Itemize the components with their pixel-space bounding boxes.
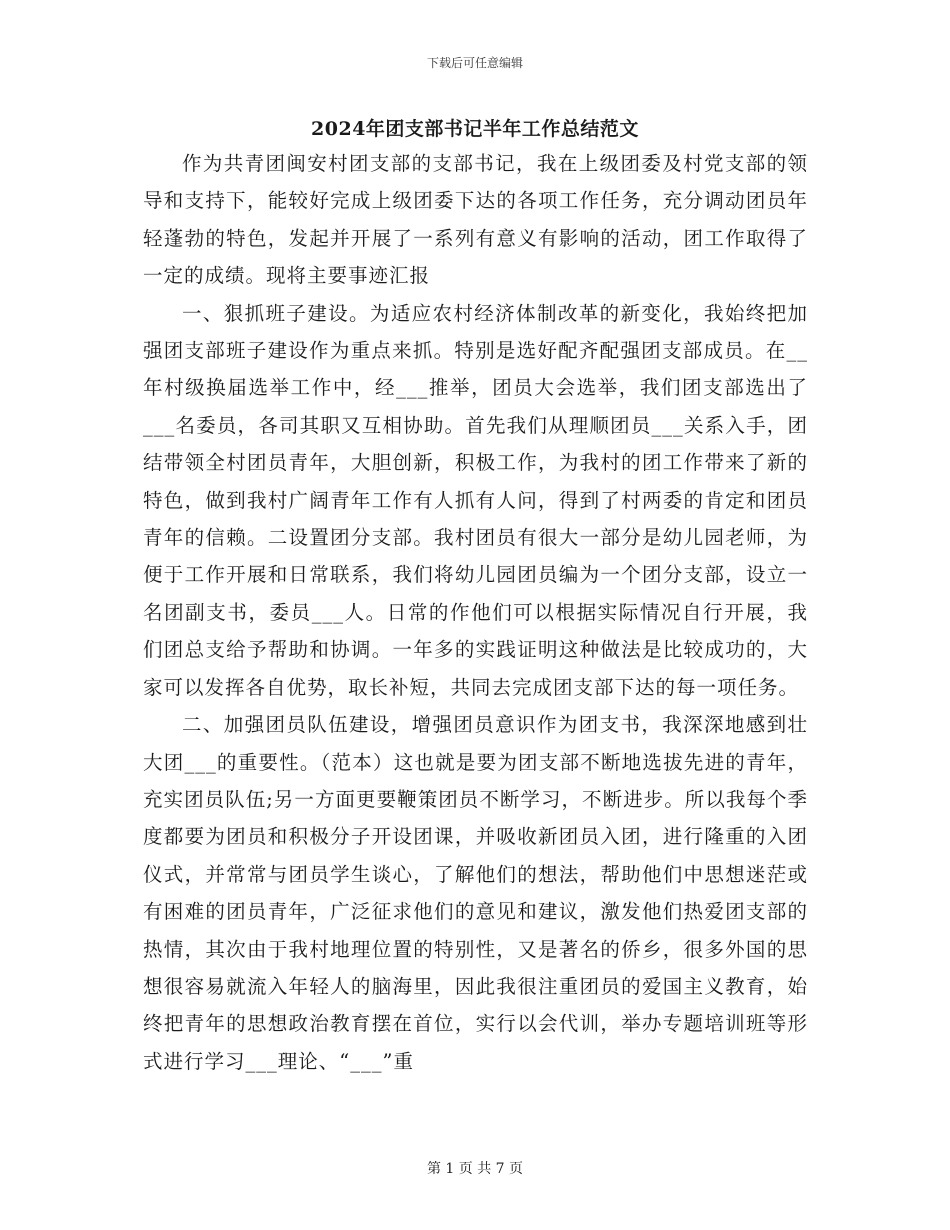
page-number: 第 1 页 共 7 页 xyxy=(426,1161,524,1177)
header-note: 下载后可任意编辑 xyxy=(426,56,523,70)
paragraph-intro: 作为共青团闽安村团支部的支部书记，我在上级团委及村党支部的领导和支持下，能较好完成上级团委下达的各项工作任务，充分调动团员年轻蓬勃的特色，发起并开展了一系列有意义有影响的活动，团工作取得了一定的成绩。现将主要事迹汇报 xyxy=(143,152,808,288)
paragraph-section-1: 一、狠抓班子建设。为适应农村经济体制改革的新变化，我始终把加强团支部班子建设作为重点来抓。特别是选好配齐配强团支部成员。在__年村级换届选举工作中，经___推举，团员大会选举，我们团支部选出了___名委员，各司其职又互相协助。首先我们从理顺团员___关系入手，团结带领全村团员青年，大胆创新，积极工作，为我村的团工作带来了新的特色，做到我村广阔青年工作有人抓有人问，得到了村两委的肯定和团员青年的信赖。二设置团分支部。我村团员有很大一部分是幼儿园老师，为便于工作开展和日常联系，我们将幼儿园团员编为一个团分支部，设立一名团副支书，委员___人。日常的作他们可以根据实际情况自行开展，我们团总支给予帮助和协调。一年多的实践证明这种做法是比较成功的，大家可以发挥各自优势，取长补短，共同去完成团支部下达的每一项任务。 xyxy=(143,301,808,699)
document-title: 2024年团支部书记半年工作总结范文 xyxy=(311,118,639,140)
paragraph-section-2: 二、加强团员队伍建设，增强团员意识作为团支书，我深深地感到壮大团___的重要性。（范本）这也就是要为团支部不断地选拔先进的青年，充实团员队伍;另一方面更要鞭策团员不断学习，不断进步。所以我每个季度都要为团员和积极分子开设团课，并吸收新团员入团，进行隆重的入团仪式，并常常与团员学生谈心，了解他们的想法，帮助他们中思想迷茫或有困难的团员青年，广泛征求他们的意见和建议，激发他们热爱团支部的热情，其次由于我村地理位置的特别性，又是著名的侨乡，很多外国的思想很容易就流入年轻人的脑海里，因此我很注重团员的爱国主义教育，始终把青年的思想政治教育摆在首位，实行以会代训，举办专题培训班等形式进行学习___理论、“___”重 xyxy=(143,713,808,1073)
document-body xyxy=(143,145,808,1080)
